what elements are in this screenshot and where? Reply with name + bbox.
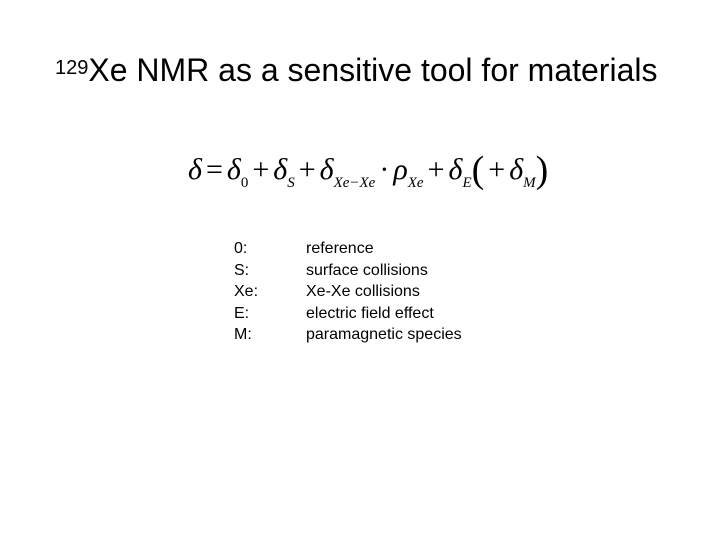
legend-row-paramagnetic <box>234 324 462 346</box>
eq-term-4-sub: E <box>462 175 472 191</box>
eq-term-1 <box>273 153 295 191</box>
eq-term-4 <box>448 153 472 191</box>
eq-term-4-symbol: δ <box>448 153 463 186</box>
legend-row-reference <box>234 238 462 260</box>
term-legend <box>234 238 462 346</box>
eq-lhs: δ <box>188 153 202 186</box>
eq-term-2-symbol: δ <box>319 153 334 186</box>
eq-term-0-symbol: δ <box>226 153 241 186</box>
legend-desc: electric field effect <box>306 304 434 322</box>
slide-title <box>55 50 657 90</box>
eq-plus-4: + <box>488 153 506 186</box>
eq-term-3-sub: Xe <box>407 175 424 191</box>
eq-term-1-sub: S <box>287 175 295 191</box>
eq-plus-1: + <box>252 153 270 186</box>
eq-equals: = <box>205 153 223 186</box>
eq-term-3 <box>393 153 424 191</box>
eq-plus-2: + <box>298 153 316 186</box>
legend-key: M: <box>234 326 252 343</box>
legend-desc: reference <box>306 240 374 257</box>
legend-key: 0: <box>234 240 248 257</box>
eq-open-paren: ( <box>471 149 485 191</box>
legend-row-electric <box>234 303 462 325</box>
legend-key: E: <box>234 304 250 322</box>
eq-term-0-sub: 0 <box>240 175 249 191</box>
legend-row-surface <box>234 260 462 282</box>
eq-term-5-sub: M <box>523 175 536 191</box>
eq-term-5-symbol: δ <box>509 153 524 186</box>
eq-term-3-symbol: ρ <box>393 153 408 186</box>
legend-desc: paramagnetic species <box>306 326 462 343</box>
eq-plus-3: + <box>427 153 445 186</box>
title-text: Xe NMR as a sensitive tool for materials <box>88 52 658 88</box>
eq-term-2 <box>319 153 376 191</box>
legend-key: Xe: <box>234 283 259 300</box>
legend-row-xe-xe <box>234 281 462 303</box>
eq-close-paren: ) <box>535 149 549 191</box>
legend-key: S: <box>234 261 250 279</box>
eq-term-1-symbol: δ <box>273 153 288 186</box>
eq-term-2-sub: Xe−Xe <box>333 175 376 191</box>
legend-desc: surface collisions <box>306 261 428 279</box>
legend-desc: Xe-Xe collisions <box>306 283 420 300</box>
eq-term-5 <box>509 153 536 191</box>
eq-term-0 <box>226 153 249 191</box>
eq-dot: · <box>379 153 390 186</box>
chemical-shift-equation <box>188 148 548 192</box>
title-superscript: 129 <box>55 57 89 79</box>
